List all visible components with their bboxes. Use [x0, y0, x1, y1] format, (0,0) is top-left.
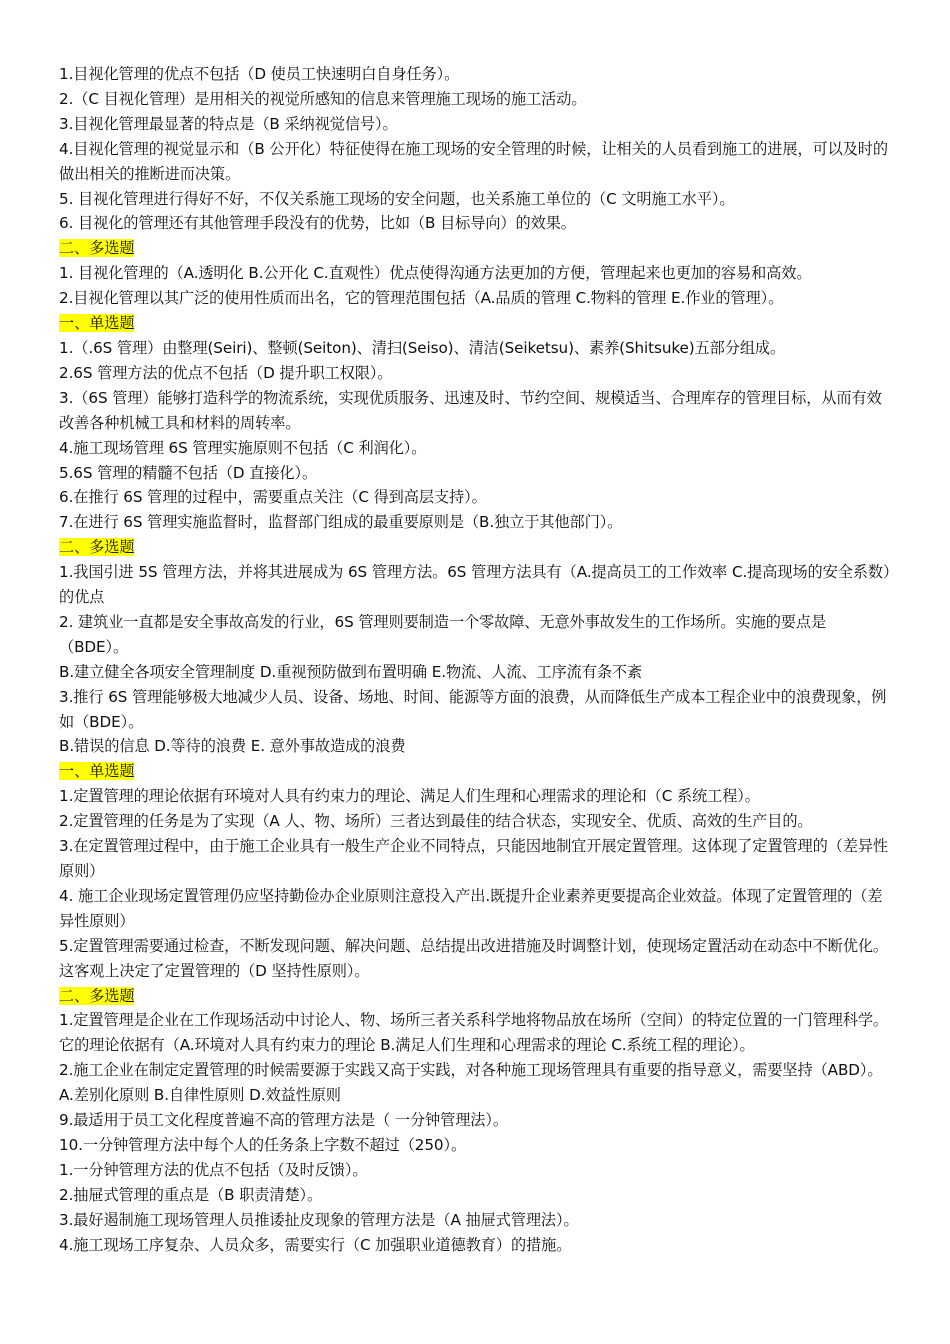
section-heading-text: 二、多选题	[59, 986, 135, 1005]
question-text: 2.6S 管理方法的优点不包括（D 提升职工权限）。	[59, 363, 393, 382]
question-line	[59, 809, 895, 834]
question-text: 2.定置管理的任务是为了实现（A 人、物、场所）三者达到最佳的结合状态，实现安全、优质、高效的生产目的。	[59, 812, 813, 831]
question-text: 3.（6S 管理）能够打造科学的物流系统，实现优质服务、迅速及时、节约空间、规模适当、合理库存的管理目标，从而有效改善各种机械工具和材料的周转率。	[59, 388, 882, 432]
section-heading	[59, 759, 895, 784]
section-heading	[59, 535, 895, 560]
question-line	[59, 1008, 895, 1058]
question-text: 2.施工企业在制定定置管理的时候需要源于实践又高于实践，对各种施工现场管理具有重要的指导意义，需要坚持（ABD）。A.差别化原则 B.自律性原则 D.效益性原则	[59, 1061, 883, 1105]
question-line	[59, 461, 895, 486]
question-line	[59, 112, 895, 137]
question-text: 2.抽屉式管理的重点是（B 职责清楚）。	[59, 1185, 323, 1204]
question-text: 1.定置管理是企业在工作现场活动中讨论人、物、场所三者关系科学地将物品放在场所（空间）的特定位置的一门管理科学。它的理论依据有（A.环境对人具有约束力的理论 B.满足人们生理和心理需求的理论 C.系统工程的理论）。	[59, 1011, 889, 1055]
question-line	[59, 261, 895, 286]
question-text: 5.定置管理需要通过检查，不断发现问题、解决问题、总结提出改进措施及时调整计划，使现场定置活动在动态中不断优化。这客观上决定了定置管理的（D 坚持性原则）。	[59, 936, 889, 980]
question-text: 1.（.6S 管理）由整理(Seiri)、整顿(Seiton)、清扫(Seiso)、清洁(Seiketsu)、素养(Shitsuke)五部分组成。	[59, 338, 786, 357]
question-text: B.建立健全各项安全管理制度 D.重视预防做到布置明确 E.物流、人流、工序流有条不紊	[59, 662, 643, 681]
question-line	[59, 1133, 895, 1158]
question-text: 5. 目视化管理进行得好不好，不仅关系施工现场的安全问题，也关系施工单位的（C 文明施工水平）。	[59, 189, 735, 208]
question-text: 3.推行 6S 管理能够极大地减少人员、设备、场地、时间、能源等方面的浪费，从而降低生产成本工程企业中的浪费现象，例如（BDE）。	[59, 687, 887, 731]
question-line	[59, 1183, 895, 1208]
question-line	[59, 1058, 895, 1108]
question-line	[59, 660, 895, 685]
question-line	[59, 187, 895, 212]
question-line	[59, 485, 895, 510]
question-line	[59, 884, 895, 934]
question-text: 6. 目视化的管理还有其他管理手段没有的优势，比如（B 目标导向）的效果。	[59, 214, 576, 233]
question-line	[59, 436, 895, 461]
question-text: 4.施工现场工序复杂、人员众多，需要实行（C 加强职业道德教育）的措施。	[59, 1235, 572, 1254]
section-heading-text: 二、多选题	[59, 239, 135, 258]
question-text: 3.在定置管理过程中，由于施工企业具有一般生产企业不同特点，只能因地制宜开展定置管理。这体现了定置管理的（差异性原则）	[59, 837, 889, 880]
question-text: 5.6S 管理的精髓不包括（D 直接化）。	[59, 463, 318, 482]
section-heading-text: 一、单选题	[59, 314, 135, 333]
question-line	[59, 510, 895, 535]
section-heading	[59, 236, 895, 261]
question-text: 3.目视化管理最显著的特点是（B 采纳视觉信号）。	[59, 114, 398, 133]
question-line	[59, 934, 895, 984]
question-text: 2.目视化管理以其广泛的使用性质而出名，它的管理范围包括（A.品质的管理 C.物料的管理 E.作业的管理）。	[59, 289, 784, 308]
question-line	[59, 1108, 895, 1133]
question-line	[59, 361, 895, 386]
question-line	[59, 685, 895, 735]
question-text: 1.目视化管理的优点不包括（D 使员工快速明白自身任务）。	[59, 65, 460, 83]
question-line	[59, 1158, 895, 1183]
question-text: 2.（C 目视化管理）是用相关的视觉所感知的信息来管理施工现场的施工活动。	[59, 89, 587, 108]
question-line	[59, 1208, 895, 1233]
question-line	[59, 87, 895, 112]
question-text: 4. 施工企业现场定置管理仍应坚持勤俭办企业原则注意投入产出.既提升企业素养更要提高企业效益。体现了定置管理的（差异性原则）	[59, 886, 883, 930]
question-line	[59, 286, 895, 311]
question-line	[59, 336, 895, 361]
section-heading-text: 一、单选题	[59, 762, 135, 781]
question-text: 4.施工现场管理 6S 管理实施原则不包括（C 利润化）。	[59, 438, 427, 457]
question-line	[59, 386, 895, 436]
question-line	[59, 610, 895, 660]
question-line	[59, 784, 895, 809]
question-text: 1.我国引进 5S 管理方法，并将其进展成为 6S 管理方法。6S 管理方法具有（A.提高员工的工作效率 C.提高现场的安全系数）的优点	[59, 563, 891, 607]
document-page	[59, 62, 895, 1258]
question-line	[59, 62, 895, 87]
question-text: 1.定置管理的理论依据有环境对人具有约束力的理论、满足人们生理和心理需求的理论和（C 系统工程）。	[59, 787, 760, 806]
section-heading-text: 二、多选题	[59, 538, 135, 557]
question-text: 9.最适用于员工文化程度普遍不高的管理方法是（ 一分钟管理法）。	[59, 1111, 508, 1130]
question-line	[59, 560, 895, 610]
question-line	[59, 1233, 895, 1258]
section-heading	[59, 984, 895, 1009]
question-line	[59, 211, 895, 236]
question-line	[59, 734, 895, 759]
question-text: B.错误的信息 D.等待的浪费 E. 意外事故造成的浪费	[59, 737, 406, 756]
question-text: 1.一分钟管理方法的优点不包括（及时反馈）。	[59, 1160, 368, 1179]
question-text: 4.目视化管理的视觉显示和（B 公开化）特征使得在施工现场的安全管理的时候，让相关的人员看到施工的进展，可以及时的做出相关的推断进而决策。	[59, 139, 888, 183]
question-text: 1. 目视化管理的（A.透明化 B.公开化 C.直观性）优点使得沟通方法更加的方便，管理起来也更加的容易和高效。	[59, 264, 812, 283]
section-heading	[59, 311, 895, 336]
question-text: 2. 建筑业一直都是安全事故高发的行业，6S 管理则要制造一个零故障、无意外事故发生的工作场所。实施的要点是（BDE）。	[59, 612, 827, 656]
question-text: 10.一分钟管理方法中每个人的任务条上字数不超过（250）。	[59, 1135, 467, 1154]
question-line	[59, 834, 895, 884]
question-line	[59, 137, 895, 187]
question-text: 3.最好遏制施工现场管理人员推诿扯皮现象的管理方法是（A 抽屉式管理法）。	[59, 1210, 579, 1229]
question-text: 7.在进行 6S 管理实施监督时，监督部门组成的最重要原则是（B.独立于其他部门）。	[59, 513, 623, 532]
question-text: 6.在推行 6S 管理的过程中，需要重点关注（C 得到高层支持）。	[59, 488, 487, 507]
